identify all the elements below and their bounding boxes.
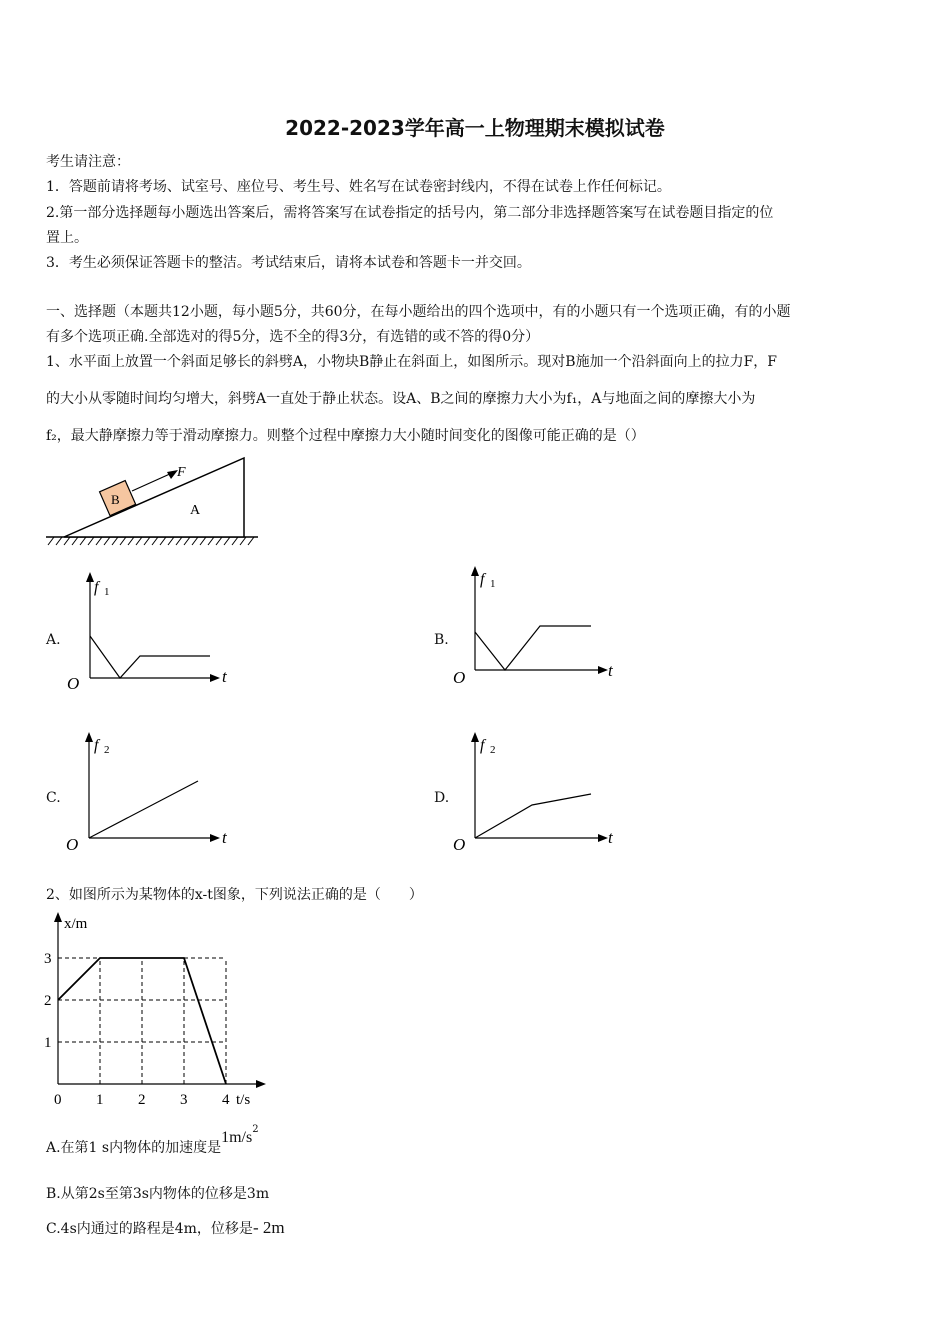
svg-text:t: t bbox=[608, 828, 613, 847]
q1-line3: f₂，最大静摩擦力等于滑动摩擦力。则整个过程中摩擦力大小随时间变化的图像可能正确的是（） bbox=[46, 428, 645, 444]
svg-text:O: O bbox=[453, 835, 466, 854]
svg-text:f: f bbox=[480, 571, 485, 588]
svg-text:2: 2 bbox=[104, 744, 110, 756]
option-c-label[interactable]: C. bbox=[46, 790, 61, 806]
x-tick-label: 4 bbox=[222, 1092, 230, 1108]
q2-option-a[interactable]: A.在第1 s内物体的加速度是$1m/s^2$ bbox=[46, 1124, 259, 1156]
svg-text:f: f bbox=[94, 737, 99, 754]
option-b-graph bbox=[450, 562, 630, 690]
y-tick-label: 1 bbox=[44, 1035, 52, 1051]
q2-stem: 2、如图所示为某物体的x-t图象，下列说法正确的是（ ） bbox=[46, 887, 423, 903]
svg-text:t: t bbox=[608, 661, 613, 680]
svg-text:O: O bbox=[66, 835, 79, 854]
section1-line2: 有多个选项正确.全部选对的得5分，选不全的得3分，有选错的或不答的得0分） bbox=[46, 329, 540, 345]
x-axis-label: t/s bbox=[236, 1092, 251, 1108]
x-tick-label: 1 bbox=[96, 1092, 104, 1108]
q1-line2: 的大小从零随时间均匀增大，斜劈A一直处于静止状态。设A、B之间的摩擦力大小为f₁，A与地面之间的摩擦大小为 bbox=[46, 391, 756, 407]
x-tick-label: 0 bbox=[54, 1092, 62, 1108]
option-c-graph bbox=[62, 728, 242, 856]
page-title: 2022-2023学年高一上物理期末模拟试卷 bbox=[285, 116, 665, 140]
svg-text:1: 1 bbox=[104, 586, 110, 598]
svg-text:t: t bbox=[222, 667, 227, 686]
notice-item-2: 2.第一部分选择题每小题选出答案后，需将答案写在试卷指定的括号内，第二部分非选择题答案写在试卷题目指定的位 bbox=[46, 205, 774, 221]
notice-item-3: 3．考生必须保证答题卡的整洁。考试结束后，请将本试卷和答题卡一并交回。 bbox=[46, 255, 531, 271]
svg-text:2: 2 bbox=[490, 744, 496, 756]
svg-text:f: f bbox=[480, 737, 485, 754]
option-b-label[interactable]: B. bbox=[434, 632, 449, 648]
x-tick-label: 3 bbox=[180, 1092, 188, 1108]
wedge-a bbox=[64, 458, 244, 537]
incline-figure bbox=[44, 455, 264, 550]
q2-option-b[interactable]: B.从第2s至第3s内物体的位移是3m bbox=[46, 1186, 270, 1202]
svg-text:f: f bbox=[94, 579, 99, 596]
option-a-graph bbox=[62, 568, 242, 696]
wedge-label: A bbox=[190, 503, 201, 518]
y-axis-label: x/m bbox=[64, 916, 88, 932]
svg-text:1: 1 bbox=[490, 578, 496, 590]
option-d-graph bbox=[450, 728, 630, 856]
section1-line1: 一、选择题（本题共12小题，每小题5分，共60分，在每小题给出的四个选项中，有的小题只有一个选项正确，有的小题 bbox=[46, 304, 791, 320]
q1-line1: 1、水平面上放置一个斜面足够长的斜劈A，小物块B静止在斜面上，如图所示。现对B施加一个沿斜面向上的拉力F，F bbox=[46, 354, 778, 370]
x-tick-label: 2 bbox=[138, 1092, 146, 1108]
block-label: B bbox=[111, 492, 120, 507]
y-tick-label: 2 bbox=[44, 993, 52, 1009]
svg-text:t: t bbox=[222, 828, 227, 847]
y-tick-label: 3 bbox=[44, 951, 52, 967]
q2-option-c[interactable]: C.4s内通过的路程是4m，位移是- 2m bbox=[46, 1218, 285, 1237]
svg-text:O: O bbox=[67, 674, 80, 693]
notice-heading: 考生请注意： bbox=[46, 154, 130, 170]
force-label: F bbox=[177, 465, 186, 480]
option-a-label[interactable]: A. bbox=[46, 632, 61, 648]
notice-item-1: 1．答题前请将考场、试室号、座位号、考生号、姓名写在试卷密封线内，不得在试卷上作任何标记。 bbox=[46, 179, 671, 195]
xt-chart bbox=[40, 906, 280, 1112]
option-d-label[interactable]: D. bbox=[434, 790, 450, 806]
svg-text:O: O bbox=[453, 668, 466, 687]
notice-item-2-cont: 置上。 bbox=[46, 230, 88, 246]
